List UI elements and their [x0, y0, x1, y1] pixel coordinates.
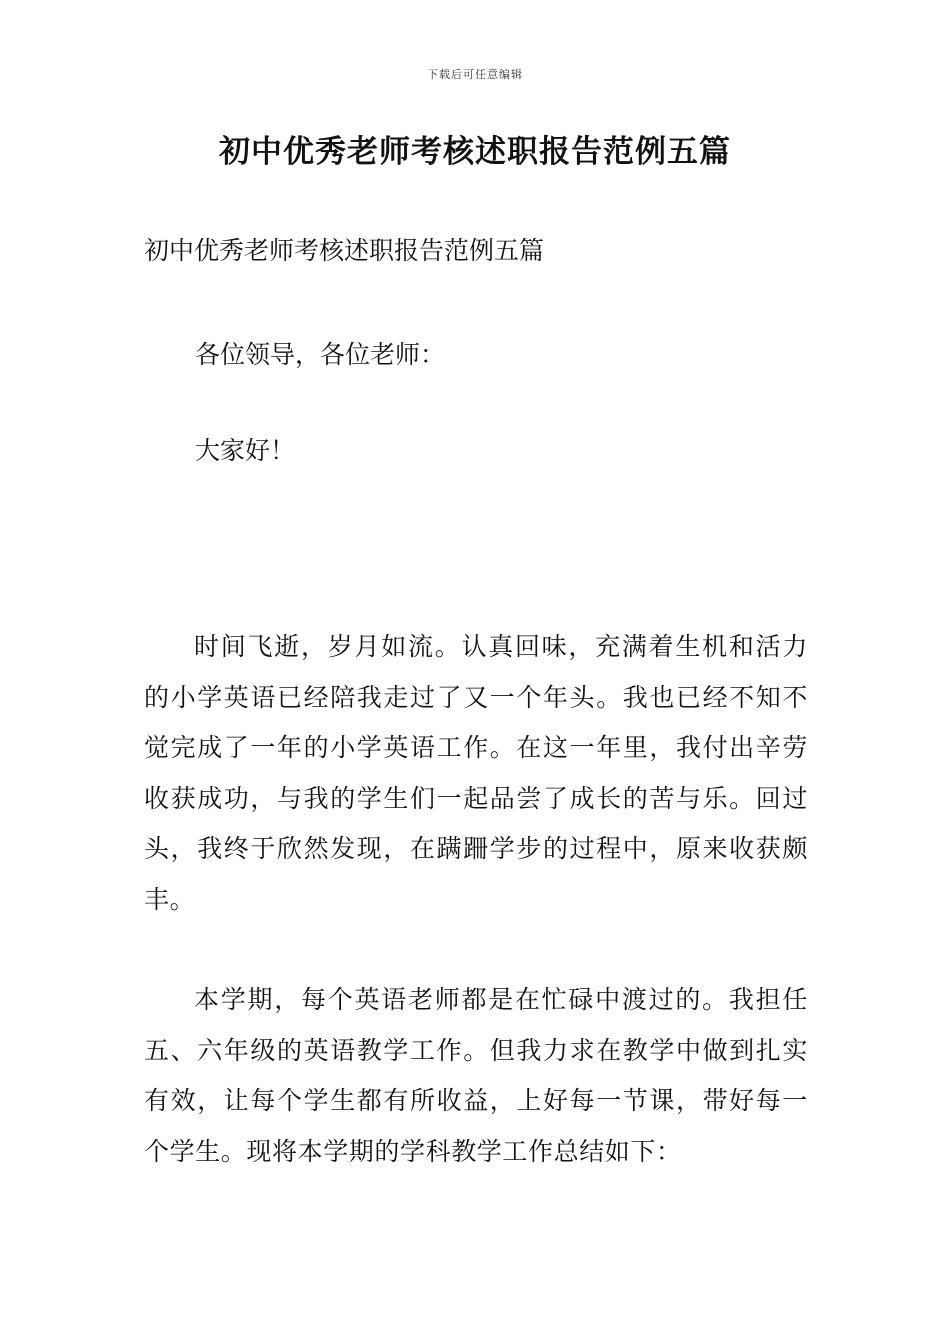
header-note: 下载后可任意编辑 [427, 68, 523, 81]
greeting: 大家好！ [195, 436, 296, 465]
body-paragraph: 时间飞逝，岁月如流。认真回味，充满着生机和活力的小学英语已经陪我走过了又一个年头。我也已经不知不觉完成了一年的小学英语工作。在这一年里，我付出辛劳收获成功，与我的学生们一起品尝了成长的苦与乐。回过头，我终于欣然发现，在蹒跚学步的过程中，原来收获颇丰。 [144, 632, 808, 914]
document-title: 初中优秀老师考核述职报告范例五篇 [219, 134, 731, 170]
salutation: 各位领导，各位老师： [195, 340, 446, 369]
document-subtitle: 初中优秀老师考核述职报告范例五篇 [144, 236, 545, 265]
body-paragraph: 本学期，每个英语老师都是在忙碌中渡过的。我担任五、六年级的英语教学工作。但我力求在教学中做到扎实有效，让每个学生都有所收益，上好每一节课，带好每一个学生。现将本学期的学科教学工作总结如下： [144, 985, 808, 1166]
